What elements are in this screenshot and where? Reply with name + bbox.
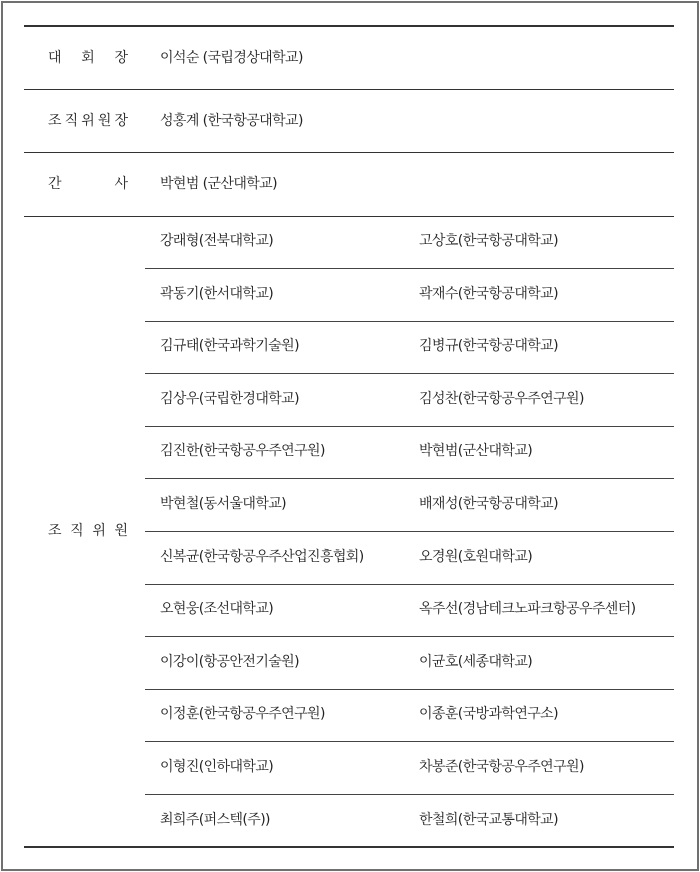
row-divider <box>24 89 674 90</box>
committee-member: 이균호(세종대학교) <box>419 653 533 670</box>
chairman-label: 대 회 장 <box>48 50 128 66</box>
member-row-divider <box>145 794 674 795</box>
member-row-divider <box>145 321 674 322</box>
committee-member: 김성찬(한국항공우주연구원) <box>419 390 584 407</box>
member-row-divider <box>145 636 674 637</box>
committee-member: 한철희(한국교통대학교) <box>419 811 558 828</box>
committee-member: 옥주선(경남테크노파크항공우주센터) <box>419 601 636 618</box>
committee-member: 차봉준(한국항공우주연구원) <box>419 759 584 775</box>
committee-label: 조 직 위 원 <box>48 523 128 539</box>
secretary-value: 박현범 (군산대학교) <box>160 176 277 192</box>
chairman-value: 이석순 (국립경상대학교) <box>160 50 303 66</box>
table-bottom-rule <box>24 846 674 848</box>
committee-member: 이형진(인하대학교) <box>160 759 274 775</box>
organizing-chair-label: 조 직 위 원 장 <box>48 113 128 129</box>
committee-member: 최희주(퍼스텍(주)) <box>160 811 270 828</box>
row-divider <box>24 216 674 217</box>
committee-member: 이정훈(한국항공우주연구원) <box>160 706 325 723</box>
member-row-divider <box>145 584 674 585</box>
committee-member: 김규태(한국과학기술원) <box>160 338 299 355</box>
member-row-divider <box>145 268 674 269</box>
committee-member: 이종훈(국방과학연구소) <box>419 706 558 723</box>
member-row-divider <box>145 741 674 742</box>
organizing-chair-value: 성홍계 (한국항공대학교) <box>160 113 303 129</box>
committee-member: 박현범(군산대학교) <box>419 443 533 460</box>
committee-member: 박현철(동서울대학교) <box>160 496 287 512</box>
committee-member: 이강이(항공안전기술원) <box>160 653 299 670</box>
committee-member: 김병규(한국항공대학교) <box>419 338 558 355</box>
committee-member: 김상우(국립한경대학교) <box>160 390 299 407</box>
row-divider <box>24 152 674 153</box>
member-row-divider <box>145 373 674 374</box>
member-row-divider <box>145 689 674 690</box>
member-row-divider <box>145 531 674 532</box>
committee-member: 강래형(전북대학교) <box>160 233 274 249</box>
table-top-rule <box>24 25 674 27</box>
member-row-divider <box>145 426 674 427</box>
committee-member: 김진한(한국항공우주연구원) <box>160 443 325 460</box>
committee-member: 고상호(한국항공대학교) <box>419 233 558 249</box>
committee-member: 배재성(한국항공대학교) <box>419 496 558 512</box>
committee-member: 곽동기(한서대학교) <box>160 285 274 302</box>
committee-member: 오현웅(조선대학교) <box>160 601 274 618</box>
committee-member: 신복균(한국항공우주산업진흥협회) <box>160 548 364 565</box>
committee-member: 오경원(호원대학교) <box>419 548 533 565</box>
secretary-label: 간 사 <box>48 176 128 192</box>
committee-member: 곽재수(한국항공대학교) <box>419 285 558 302</box>
member-row-divider <box>145 478 674 479</box>
